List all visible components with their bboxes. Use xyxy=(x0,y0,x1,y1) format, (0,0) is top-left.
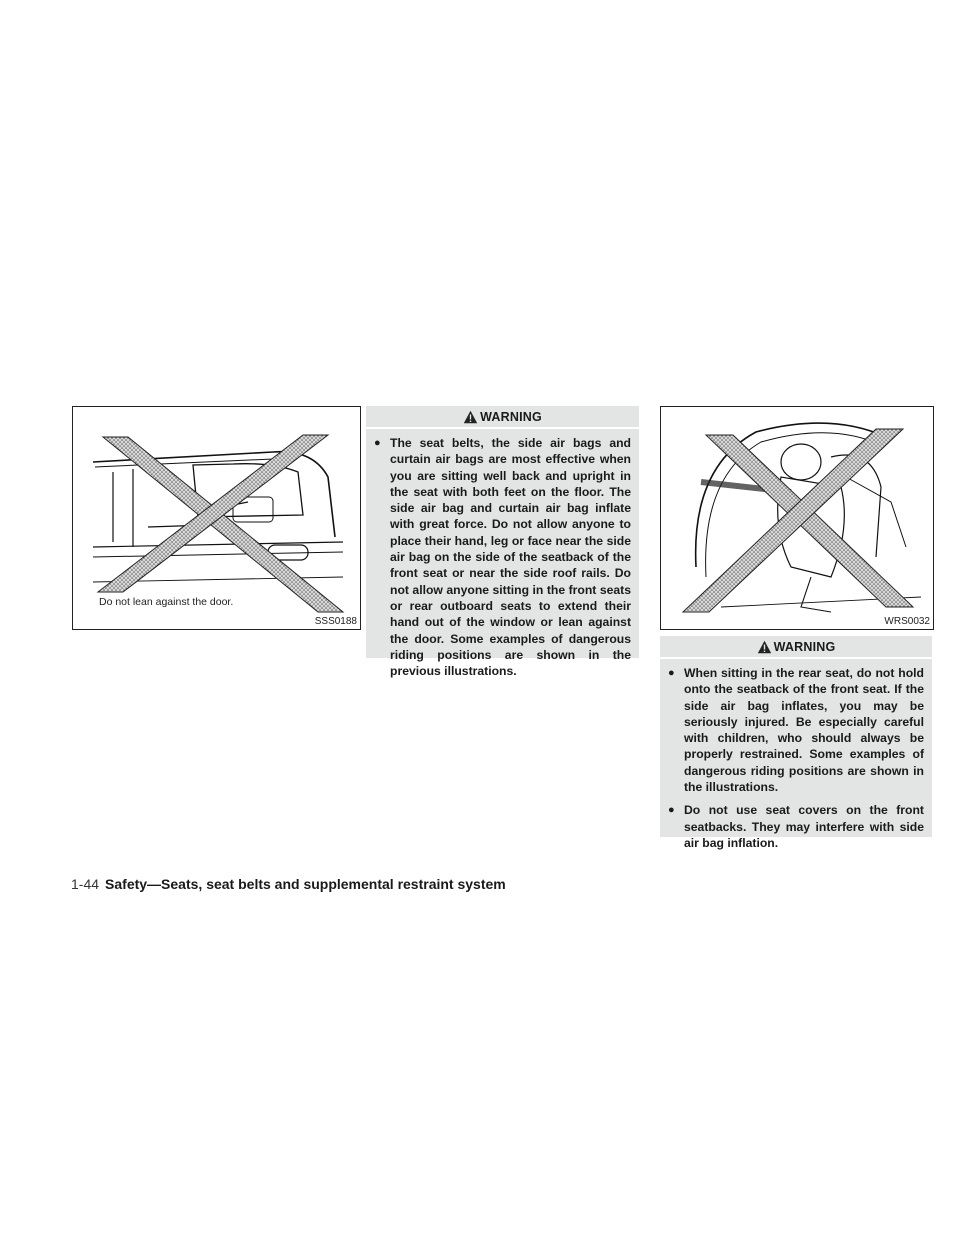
warning-heading-text: WARNING xyxy=(773,639,836,654)
bullet-icon: ● xyxy=(668,804,675,817)
warning-bullet-text: The seat belts, the side air bags and curtain air bags are most effective when you are sitting well back and upright in the seat with both feet on the floor. The side air bag and curtain air bag inflate with great force. Do not allow anyone to place their hand, leg or face near the side air bag on the side of the seatback of the front seat or near the side roof rails. Do not allow anyone sitting in the front seats or rear outboard seats to extend their hand out of the window or lean against the door. Some examples of dangerous riding positions are shown in the previous illustrations. xyxy=(390,436,631,679)
page-footer xyxy=(71,876,506,892)
warning-box-seating xyxy=(366,406,639,679)
illustration-rear-seat xyxy=(660,406,934,630)
page-number: 1-44 xyxy=(71,876,100,892)
warning-bullet-text: When sitting in the rear seat, do not hold onto the seatback of the front seat. If the side air bag inflates, you may be seriously injured. Be especially careful with children, who should always be properly restrained. Some examples of dangerous riding positions are shown in the illustrations. xyxy=(684,666,924,795)
illustration-lean-door xyxy=(72,406,361,630)
warning-heading xyxy=(660,636,932,659)
bullet-icon: ● xyxy=(374,437,381,449)
figure-code: WRS0032 xyxy=(884,616,930,627)
warning-box-rear-seat xyxy=(660,636,932,850)
section-title: Safety—Seats, seat belts and supplemental restraint system xyxy=(105,876,506,892)
warning-triangle-icon xyxy=(463,410,478,424)
warning-bullet xyxy=(668,802,924,851)
warning-triangle-icon xyxy=(757,640,772,654)
bullet-icon: ● xyxy=(668,667,675,679)
warning-bullet xyxy=(668,665,924,795)
figure-caption: Do not lean against the door. xyxy=(99,596,234,608)
warning-bullet xyxy=(374,435,631,679)
figure-code: SSS0188 xyxy=(314,616,357,627)
warning-heading xyxy=(366,406,639,429)
rear-seat-drawing xyxy=(661,407,933,629)
warning-bullet-text: Do not use seat covers on the front seatbacks. They may interfere with side air bag inflation. xyxy=(684,803,924,850)
warning-heading-text: WARNING xyxy=(480,409,542,424)
